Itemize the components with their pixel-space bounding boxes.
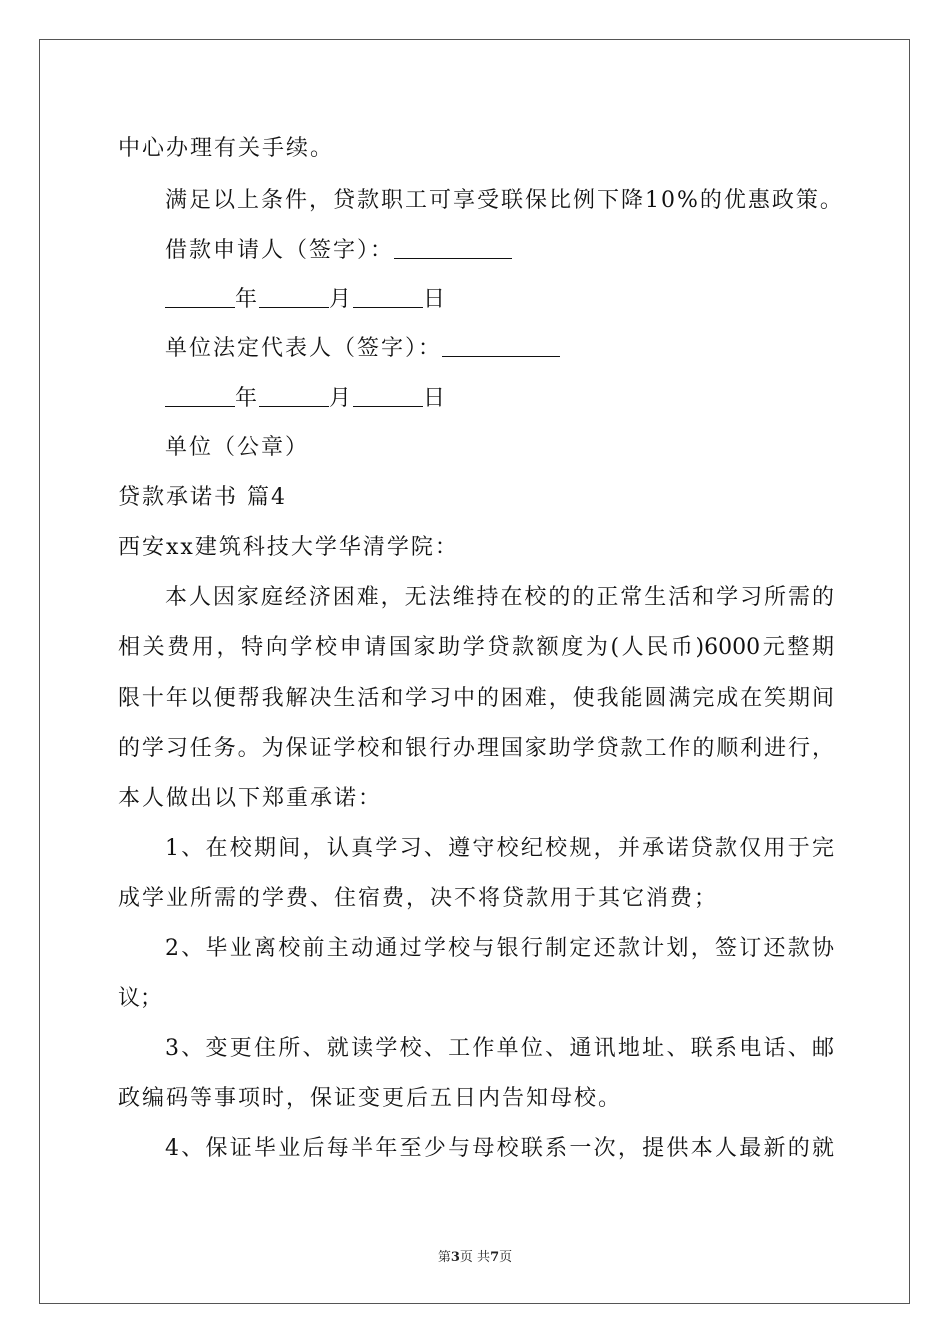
paragraph-line: 议； [118,986,163,1011]
month-label: 月 [329,287,354,312]
paragraph-line: 4、保证毕业后每半年至少与母校联系一次，提供本人最新的就 [165,1136,834,1161]
text-line: 满足以上条件，贷款职工可享受联保比例下降10%的优惠政策。 [165,188,844,213]
page-prefix: 第 [437,1250,451,1265]
page-suffix: 页 [499,1250,513,1265]
paragraph-line: 成学业所需的学费、住宿费，决不将贷款用于其它消费； [118,886,719,911]
day-label: 日 [423,386,448,411]
paragraph-line: 2、毕业离校前主动通过学校与银行制定还款计划，签订还款协 [165,936,834,961]
year-label: 年 [235,386,260,411]
day-blank[interactable] [353,386,423,407]
page-border [39,39,910,1304]
signature-line-borrower [165,236,512,266]
paragraph-line: 1、在校期间，认真学习、遵守校纪校规，并承诺贷款仅用于完 [165,836,834,861]
legal-rep-signature-blank[interactable] [442,336,560,357]
current-page-number: 3 [450,1250,460,1265]
month-label: 月 [329,386,354,411]
month-blank[interactable] [259,287,329,308]
day-blank[interactable] [353,287,423,308]
company-seal-line: 单位（公章） [165,435,310,460]
year-blank[interactable] [165,287,235,308]
paragraph-line: 相关费用，特向学校申请国家助学贷款额度为(人民币)6000元整期 [118,635,834,660]
paragraph-line: 限十年以便帮我解决生活和学习中的困难，使我能圆满完成在笶期间 [118,686,834,711]
paragraph-line: 政编码等事项时，保证变更后五日内告知母校。 [118,1086,623,1111]
page-mid-text: 页 共 [459,1250,491,1265]
borrower-signature-blank[interactable] [394,238,512,259]
signature-line-legal-rep [165,334,560,364]
year-label: 年 [235,287,260,312]
text-line: 中心办理有关手续。 [118,136,335,161]
total-page-number: 7 [490,1250,500,1265]
date-line [165,384,447,414]
paragraph-line: 本人因家庭经济困难，无法维持在校的的正常生活和学习所需的 [165,585,834,610]
day-label: 日 [423,287,448,312]
page-number-footer [0,1246,950,1265]
borrower-signature-label: 借款申请人（签字）： [165,238,395,263]
paragraph-line: 的学习任务。为保证学校和银行办理国家助学贷款工作的顺利进行， [118,736,834,761]
addressee-line: 西安xx建筑科技大学华清学院： [118,535,459,560]
year-blank[interactable] [165,386,235,407]
paragraph-line: 本人做出以下郑重承诺： [118,786,383,811]
section-heading: 贷款承诺书 篇4 [118,485,287,510]
date-line [165,285,447,315]
legal-rep-signature-label: 单位法定代表人（签字）： [165,336,443,361]
paragraph-line: 3、变更住所、就读学校、工作单位、通讯地址、联系电话、邮 [165,1036,834,1061]
month-blank[interactable] [259,386,329,407]
